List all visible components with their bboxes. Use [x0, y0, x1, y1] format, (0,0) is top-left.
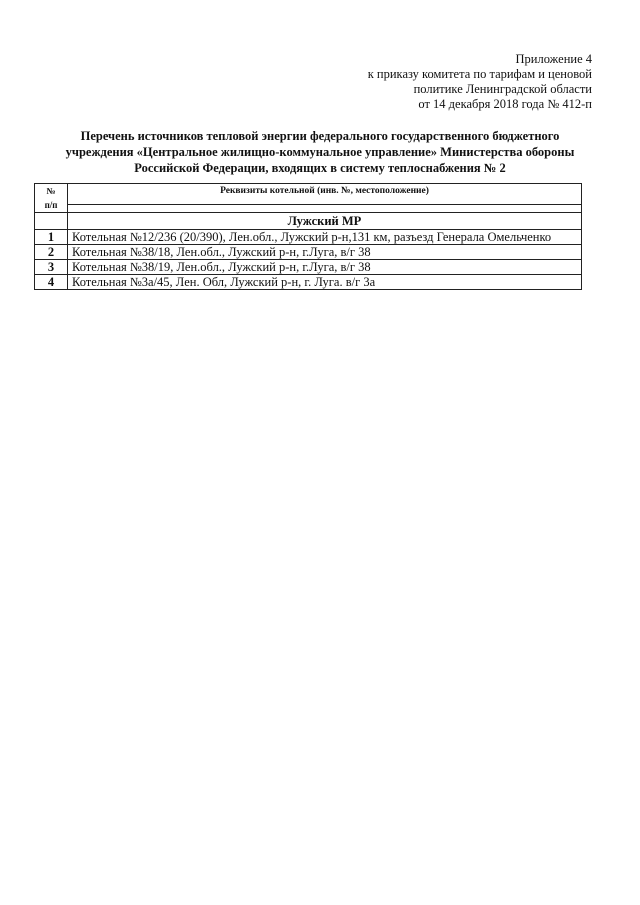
- column-header-details: Реквизиты котельной (инв. №, местоположение): [68, 184, 582, 205]
- heat-sources-table: [34, 183, 582, 290]
- table-header-row: [35, 184, 582, 205]
- row-number: 4: [35, 275, 68, 290]
- number-label-line1: №: [46, 186, 56, 196]
- row-details: Котельная №38/18, Лен.обл., Лужский р-н, г.Луга, в/г 38: [68, 245, 582, 260]
- table-row: [35, 230, 582, 245]
- table-row: [35, 245, 582, 260]
- attachment-line: Приложение 4: [515, 52, 592, 66]
- header-spacer-cell: [68, 205, 582, 213]
- column-header-number: [35, 184, 68, 213]
- title-line: Перечень источников тепловой энергии федерального государственного бюджетного: [80, 129, 560, 143]
- attachment-reference: [300, 52, 592, 112]
- row-number: 3: [35, 260, 68, 275]
- document-title: [40, 128, 600, 176]
- table-row: [35, 275, 582, 290]
- number-label-line2: п/п: [44, 200, 58, 210]
- title-line: учреждения «Центральное жилищно-коммунальное управление» Министерства обороны: [65, 145, 575, 159]
- row-number: 2: [35, 245, 68, 260]
- table-header-spacer-row: [35, 205, 582, 213]
- attachment-line: политике Ленинградской области: [413, 82, 592, 96]
- row-number: 1: [35, 230, 68, 245]
- attachment-line: от 14 декабря 2018 года № 412-п: [418, 97, 592, 111]
- title-line: Российской Федерации, входящих в систему теплоснабжения № 2: [134, 161, 506, 175]
- section-empty-cell: [35, 213, 68, 230]
- table-row: [35, 260, 582, 275]
- section-title: Лужский МР: [68, 213, 582, 230]
- section-row: [35, 213, 582, 230]
- row-details: Котельная №38/19, Лен.обл., Лужский р-н, г.Луга, в/г 38: [68, 260, 582, 275]
- attachment-line: к приказу комитета по тарифам и ценовой: [367, 67, 592, 81]
- row-details: Котельная №12/236 (20/390), Лен.обл., Лужский р-н,131 км, разъезд Генерала Омельченко: [68, 230, 582, 245]
- row-details: Котельная №3а/45, Лен. Обл, Лужский р-н, г. Луга. в/г 3а: [68, 275, 582, 290]
